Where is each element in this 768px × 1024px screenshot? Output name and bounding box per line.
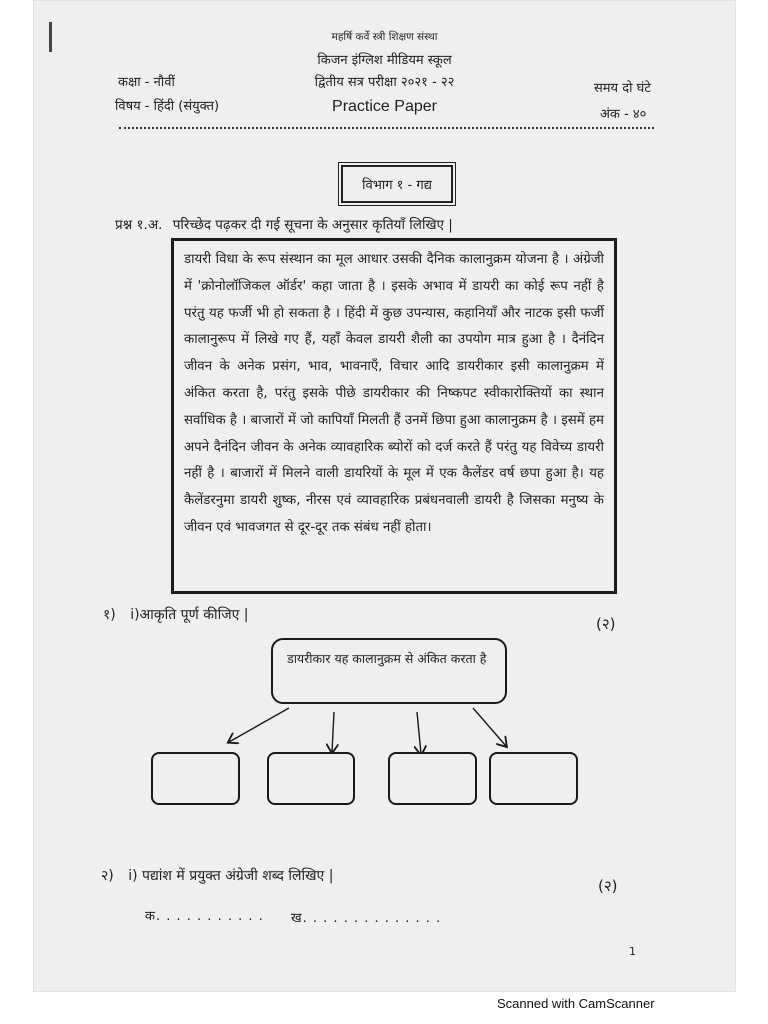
answer-box-2[interactable]	[267, 752, 355, 805]
subject-label: विषय - हिंदी (संयुक्त)	[115, 99, 220, 114]
paper-title: Practice Paper	[332, 98, 437, 115]
time-label: समय दो घंटे	[594, 81, 651, 96]
question-1-instruction	[115, 215, 453, 233]
exam-name: द्वितीय सत्र परीक्षा २०२१ - २२	[314, 75, 455, 90]
answer-box-1[interactable]	[151, 752, 240, 805]
page-number: 1	[629, 945, 636, 958]
sub-question-1-number: १)	[103, 607, 116, 623]
sub-question-2-number: २)	[101, 868, 114, 884]
sub-question-1-marks: (२)	[596, 615, 616, 633]
arrow-4	[473, 708, 506, 746]
answer-box-3[interactable]	[388, 752, 477, 805]
section-label: विभाग १ - गद्य	[362, 178, 432, 193]
sub-question-2-marks: (२)	[598, 877, 618, 895]
org-name: महर्षि कर्वे स्त्री शिक्षण संस्था	[331, 31, 438, 43]
sub-question-2-label: i) पद्यांश में प्रयुक्त अंग्रेजी शब्द लिखिए |	[128, 868, 334, 884]
callout-text: डायरीकार यह कालानुक्रम से अंकित करता है	[287, 651, 487, 666]
exam-paper	[33, 0, 736, 992]
header-divider	[119, 127, 654, 129]
blank-a[interactable]: क. . . . . . . . . . .	[145, 909, 264, 924]
passage-box	[171, 238, 617, 594]
passage-text: डायरी विधा के रूप संस्थान का मूल आधार उसकी दैनिक कालानुक्रम योजना है । अंग्रेजी में 'क्रोनोलॉजिकल ऑर्डर' कहा जाता है । इसके अभाव में डायरी का कोई रूप नहीं है परंतु यह फर्जी भी हो सकता है । हिंदी में कुछ उपन्यास, कहानियाँ और नाटक इसी फर्जी कालानुरूप में लिखे गए हैं, यहाँ केवल डायरी शैली का उपयोग मात्र हुआ है । दैनंदिन जीवन के अनेक प्रसंग, भाव, भावनाएँ, विचार आदि डायरीकार इसी कालानुक्रम में अंकित करता है, परंतु इसके पीछे डायरीकार की निष्कपट स्वीकारोक्तियों का स्थान सर्वाधिक है । बाजारों में जो कापियाँ मिलती हैं उनमें छिपा हुआ कालानुक्रम है । इसमें हम अपने दैनंदिन जीवन के अनेक व्यावहारिक ब्योरों को दर्ज करते हैं परंतु यह विवेच्य डायरी नहीं है । बाजारों में मिलने वाली डायरियों के मूल में एक कैलेंडर वर्ष छपा हुआ है। यह कैलेंडरनुमा डायरी शुष्क, नीरस एवं व्यावहारिक प्रबंधनवाली डायरी है जिसका मनुष्य के जीवन एवं भावजगत से दूर-दूर तक संबंध नहीं होता।	[184, 252, 604, 535]
arrow-3	[417, 712, 421, 754]
question-1-label: प्रश्न १.अ.	[115, 217, 163, 233]
answer-box-4[interactable]	[489, 752, 578, 805]
section-heading	[341, 165, 453, 203]
marks-label: अंक - ४०	[600, 107, 647, 122]
sub-question-1	[103, 605, 249, 624]
concept-callout	[271, 638, 507, 704]
arrow-1	[229, 708, 289, 742]
scanner-watermark: Scanned with CamScanner	[497, 996, 655, 1011]
sub-question-1-label: i)आकृति पूर्ण कीजिए |	[130, 607, 249, 623]
sub-question-2	[101, 866, 333, 885]
class-label: कक्षा - नौवीं	[118, 75, 175, 90]
school-name: किजन इंग्लिश मीडियम स्कूल	[317, 53, 452, 68]
blank-b[interactable]: ख. . . . . . . . . . . . . .	[291, 911, 442, 926]
arrow-2	[332, 712, 334, 752]
question-1-text: परिच्छेद पढ़कर दी गई सूचना के अनुसार कृतियाँ लिखिए |	[172, 217, 453, 233]
